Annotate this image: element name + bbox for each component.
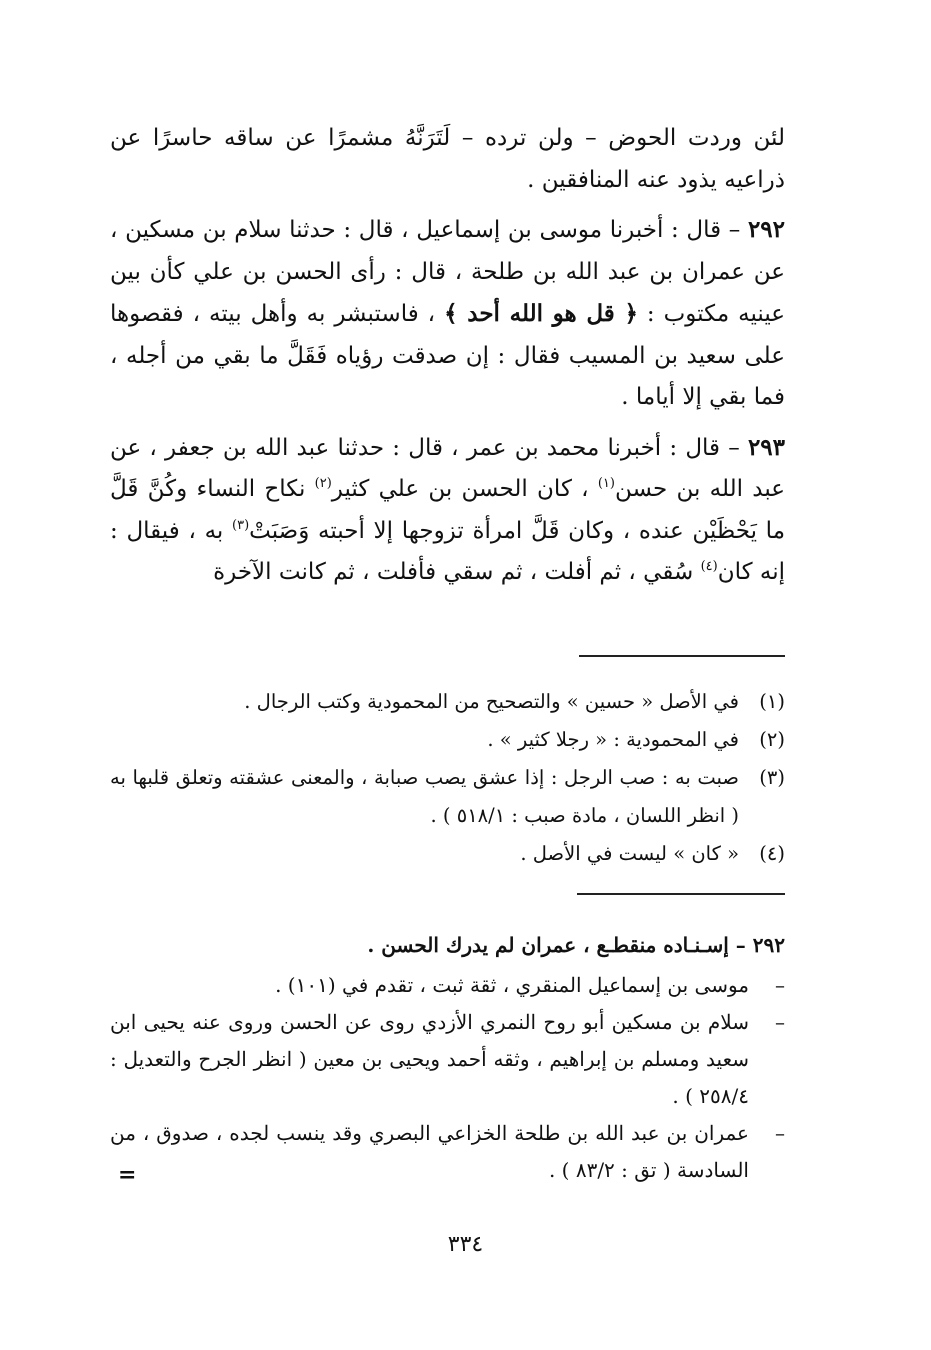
narrator-text: عمران بن عبد الله بن طلحة الخزاعي البصري وقد ينسب لجده ، صدوق ، من السادسة ( تق : ٨٣/٢ ) . bbox=[110, 1121, 749, 1182]
hadith-number: ٢٩٢ bbox=[752, 933, 785, 957]
footnote bbox=[110, 721, 785, 759]
footnote-ref: (٤) bbox=[700, 559, 718, 574]
paragraph-text: ، كان الحسن بن علي كثير bbox=[331, 476, 598, 502]
narrator-text: سلام بن مسكين أبو روح النمري الأزدي روى عن الحسن وروى عنه يحيى ابن سعيد ومسلم بن إبراهيم ، وثقه أحمد ويحيى بن معين ( انظر الجرح والتعديل : ٢٥٨/٤ ) . bbox=[110, 1010, 749, 1108]
notes-heading-text: – إسـنـاده منقطـع ، عمران لم يدرك الحسن . bbox=[367, 933, 753, 957]
paragraph-text: نكاح النساء وكُنَّ قَلَّ ما يَحْظَيْن عنده ، وكان قَلَّ امرأة تزوجها إلا أحبته وَصَبَتْ bbox=[110, 476, 786, 544]
footnote-text: « كان » ليست في الأصل . bbox=[520, 842, 739, 865]
footnote-ref: (٢) bbox=[314, 476, 332, 491]
narrator-list bbox=[110, 967, 785, 1189]
main-text bbox=[110, 118, 785, 602]
paragraph-text: سُقي ، ثم أفلت ، ثم سقي فأفلت ، ثم كانت الآخرة bbox=[213, 559, 701, 585]
footnote-text: في المحمودية : « رجلا كثير » . bbox=[487, 728, 739, 751]
paragraph-text: ، فاستبشر به وأهل بيته ، فقصوها على سعيد بن المسيب فقال : إن صدقت رؤياه فَقَلَّ ما بقي من أجله ، فما بقي إلا أياما . bbox=[110, 301, 785, 410]
dash-marker: – bbox=[775, 973, 785, 997]
footnote-text: في الأصل « حسين » والتصحيح من المحمودية وكتب الرجال . bbox=[244, 690, 739, 713]
footnote-ref: (٣) bbox=[232, 517, 250, 533]
footnote-mark: (١) bbox=[759, 690, 785, 713]
paragraph-text: – قال : أخبرنا محمد بن عمر ، قال : حدثنا عبد الله بن جعفر ، عن عبد الله بن حسن bbox=[110, 434, 785, 502]
notes-heading bbox=[110, 925, 785, 965]
footnote-divider bbox=[579, 655, 785, 657]
notes-divider bbox=[577, 893, 785, 895]
continuation-mark: = bbox=[118, 1162, 137, 1188]
paragraph-293 bbox=[110, 427, 785, 594]
narrator-text: موسى بن إسماعيل المنقري ، ثقة ثبت ، تقدم في (١٠١) . bbox=[275, 973, 749, 997]
dash-marker: – bbox=[775, 1010, 785, 1034]
hadith-number: ٢٩٢ bbox=[747, 216, 785, 243]
quran-quote: ﴿ قل هو الله أحد ﴾ bbox=[444, 300, 638, 327]
paragraph-text: – قال : أخبرنا موسى بن إسماعيل ، قال : حدثنا سلام بن مسكين ، عن عمران بن عبد الله بن طلحة ، قال : رأى الحسن بن علي كأن بين عينيه مكتوب : bbox=[110, 217, 786, 327]
page-number: ٣٣٤ bbox=[447, 1232, 484, 1257]
isnad-notes bbox=[110, 925, 785, 1189]
footnote bbox=[110, 683, 785, 721]
narrator-item bbox=[110, 967, 785, 1004]
paragraph-continuation: لئن وردت الحوض – ولن ترده – لَتَرَنَّهُ مشمرًا عن ساقه حاسرًا عن ذراعيه يذود عنه المنافقين . bbox=[110, 125, 785, 193]
footnote-mark: (٤) bbox=[759, 842, 785, 865]
footnote-ref: (١) bbox=[597, 476, 615, 491]
footnote bbox=[110, 835, 785, 873]
paragraph-text: به ، فيقال : إنه كان bbox=[110, 517, 785, 585]
footnote-mark: (٢) bbox=[759, 728, 785, 751]
footnote-text: صبت به : صب الرجل : إذا عشق يصب صبابة ، والمعنى عشقته وتعلق قلبها به ( انظر اللسان ، مادة صبب : ٥١٨/١ ) . bbox=[110, 766, 739, 827]
footnote-mark: (٣) bbox=[759, 766, 785, 789]
dash-marker: – bbox=[775, 1121, 785, 1145]
narrator-item bbox=[110, 1004, 785, 1115]
narrator-item bbox=[110, 1115, 785, 1189]
paragraph-292 bbox=[110, 209, 785, 419]
footnote bbox=[110, 759, 785, 835]
hadith-number: ٢٩٣ bbox=[747, 433, 785, 461]
footnotes bbox=[110, 683, 785, 873]
